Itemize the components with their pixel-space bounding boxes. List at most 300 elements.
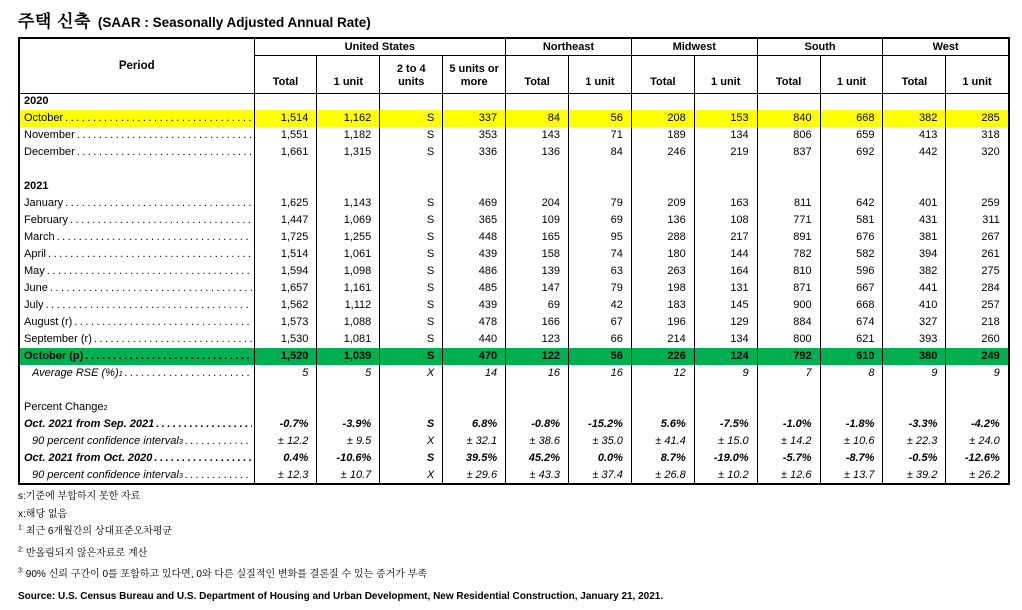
row-label-text: January: [24, 198, 64, 209]
cell-4: 69: [506, 297, 569, 314]
cell-2: S: [380, 127, 443, 144]
cell-10: ± 22.3: [883, 433, 946, 450]
cell-2: S: [380, 229, 443, 246]
column-header-9-1-unit: 1 unit: [820, 55, 883, 93]
leader-dots: [72, 317, 251, 328]
cell-7: [694, 399, 757, 416]
cell-5: [569, 382, 632, 399]
table-body: [19, 93, 1009, 484]
cell-3: 469: [443, 195, 506, 212]
cell-8: 891: [757, 229, 820, 246]
row-label: [19, 110, 254, 127]
row-label: [19, 382, 254, 399]
cell-2: S: [380, 195, 443, 212]
cell-1: 5: [317, 365, 380, 382]
cell-0: 1,657: [254, 280, 317, 297]
cell-0: 0.4%: [254, 450, 317, 467]
cell-10: -3.3%: [883, 416, 946, 433]
cell-4: 143: [506, 127, 569, 144]
column-header-2-2-to-4-units: 2 to 4 units: [380, 55, 443, 93]
cell-2: [380, 178, 443, 195]
cell-0: 1,514: [254, 246, 317, 263]
cell-4: 147: [506, 280, 569, 297]
row-label-text: November: [24, 130, 75, 141]
row-label-text: 2020: [24, 96, 49, 108]
cell-6: 288: [631, 229, 694, 246]
cell-10: 442: [883, 144, 946, 161]
row-label-text: October: [24, 113, 64, 124]
cell-9: -8.7%: [820, 450, 883, 467]
cell-7: 124: [694, 348, 757, 365]
cell-6: 136: [631, 212, 694, 229]
cell-4: 45.2%: [506, 450, 569, 467]
cell-6: 263: [631, 263, 694, 280]
cell-5: 79: [569, 280, 632, 297]
cell-1: 1,081: [317, 331, 380, 348]
leader-dots: [46, 249, 251, 260]
cell-10: 380: [883, 348, 946, 365]
cell-2: S: [380, 348, 443, 365]
cell-7: 144: [694, 246, 757, 263]
cell-0: 1,514: [254, 110, 317, 127]
row-label-text: Oct. 2021 from Oct. 2020: [24, 453, 153, 464]
footnote-4: $^{2:}$ 반올림되지 않은자료로 계산: [18, 546, 148, 559]
cell-2: S: [380, 416, 443, 433]
cell-6: 183: [631, 297, 694, 314]
column-header-0-total: Total: [254, 55, 317, 93]
row-label: [19, 212, 254, 229]
cell-11: 285: [946, 110, 1009, 127]
cell-7: [694, 178, 757, 195]
table-row-april: [19, 246, 1009, 263]
leader-dots: [83, 351, 251, 362]
row-label-text: Average RSE (%): [32, 368, 119, 379]
cell-3: 485: [443, 280, 506, 297]
cell-3: 365: [443, 212, 506, 229]
cell-8: [757, 382, 820, 399]
footnote-superscript: 2:: [18, 546, 26, 554]
table-row-july: [19, 297, 1009, 314]
cell-11: -4.2%: [946, 416, 1009, 433]
cell-6: ± 26.8: [631, 467, 694, 484]
cell-5: 67: [569, 314, 632, 331]
cell-3: 6.8%: [443, 416, 506, 433]
cell-4: ± 38.6: [506, 433, 569, 450]
cell-6: [631, 399, 694, 416]
row-label: [19, 331, 254, 348]
row-label: [19, 178, 254, 195]
row-label-text: May: [24, 266, 45, 277]
cell-1: 1,161: [317, 280, 380, 297]
cell-5: 42: [569, 297, 632, 314]
cell-10: 327: [883, 314, 946, 331]
cell-9: [820, 382, 883, 399]
cell-3: [443, 178, 506, 195]
table-row-90-percent-confidence-interval: [19, 467, 1009, 484]
cell-3: 439: [443, 246, 506, 263]
table-row-90-percent-confidence-interval: [19, 433, 1009, 450]
table-row-february: [19, 212, 1009, 229]
table-row-october: [19, 110, 1009, 127]
cell-2: S: [380, 331, 443, 348]
cell-9: 692: [820, 144, 883, 161]
group-row: [19, 178, 1009, 195]
cell-4: 204: [506, 195, 569, 212]
column-group-west: West: [883, 38, 1009, 55]
group-row: [19, 399, 1009, 416]
cell-2: S: [380, 314, 443, 331]
cell-5: 56: [569, 348, 632, 365]
cell-7: [694, 93, 757, 110]
row-label: [19, 263, 254, 280]
cell-1: 1,255: [317, 229, 380, 246]
housing-starts-table: [18, 37, 1010, 485]
cell-9: 596: [820, 263, 883, 280]
cell-8: ± 12.6: [757, 467, 820, 484]
cell-3: [443, 382, 506, 399]
leader-dots: [183, 436, 252, 447]
cell-9: 621: [820, 331, 883, 348]
cell-5: 71: [569, 127, 632, 144]
cell-0: 1,447: [254, 212, 317, 229]
cell-8: -5.7%: [757, 450, 820, 467]
cell-3: [443, 93, 506, 110]
cell-9: 674: [820, 314, 883, 331]
cell-8: 800: [757, 331, 820, 348]
cell-7: 131: [694, 280, 757, 297]
cell-3: 439: [443, 297, 506, 314]
cell-10: -0.5%: [883, 450, 946, 467]
column-header-3-5-units-or-more: 5 units or more: [443, 55, 506, 93]
cell-10: [883, 399, 946, 416]
leader-dots: [183, 470, 252, 481]
row-label: [19, 348, 254, 365]
cell-3: [443, 399, 506, 416]
cell-2: S: [380, 212, 443, 229]
cell-9: 667: [820, 280, 883, 297]
cell-11: 9: [946, 365, 1009, 382]
cell-9: -1.8%: [820, 416, 883, 433]
cell-11: 284: [946, 280, 1009, 297]
footnote-superscript: 1:: [18, 524, 26, 532]
cell-10: 431: [883, 212, 946, 229]
cell-1: [317, 93, 380, 110]
cell-5: 56: [569, 110, 632, 127]
cell-10: 410: [883, 297, 946, 314]
table-row-august-r: [19, 314, 1009, 331]
cell-11: 318: [946, 127, 1009, 144]
row-label-text: September (r): [24, 334, 92, 345]
leader-dots: [152, 453, 251, 464]
cell-1: ± 9.5: [317, 433, 380, 450]
cell-3: 336: [443, 144, 506, 161]
row-label: [19, 246, 254, 263]
cell-11: 249: [946, 348, 1009, 365]
cell-10: ± 39.2: [883, 467, 946, 484]
cell-1: 1,315: [317, 144, 380, 161]
cell-8: -1.0%: [757, 416, 820, 433]
cell-6: 226: [631, 348, 694, 365]
period-header: Period: [19, 38, 254, 93]
cell-8: [757, 178, 820, 195]
cell-11: 320: [946, 144, 1009, 161]
cell-6: 196: [631, 314, 694, 331]
row-label: [19, 297, 254, 314]
table-row-march: [19, 229, 1009, 246]
table-head: [19, 38, 1009, 93]
cell-2: S: [380, 110, 443, 127]
cell-8: 884: [757, 314, 820, 331]
cell-6: 209: [631, 195, 694, 212]
row-label-text: 90 percent confidence interval: [32, 469, 179, 481]
cell-2: [380, 382, 443, 399]
cell-3: 39.5%: [443, 450, 506, 467]
row-label: Percent Change 2: [19, 399, 254, 416]
table-row-september-r: [19, 331, 1009, 348]
cell-3: 486: [443, 263, 506, 280]
cell-10: [883, 178, 946, 195]
cell-5: 79: [569, 195, 632, 212]
cell-9: [820, 178, 883, 195]
cell-9: 659: [820, 127, 883, 144]
cell-11: [946, 382, 1009, 399]
cell-1: [317, 382, 380, 399]
column-group-south: South: [757, 38, 883, 55]
group-row: [19, 93, 1009, 110]
cell-8: 840: [757, 110, 820, 127]
cell-8: 871: [757, 280, 820, 297]
row-label: [19, 229, 254, 246]
cell-4: -0.8%: [506, 416, 569, 433]
cell-10: 9: [883, 365, 946, 382]
cell-6: 180: [631, 246, 694, 263]
cell-4: 109: [506, 212, 569, 229]
cell-9: 668: [820, 297, 883, 314]
cell-7: 108: [694, 212, 757, 229]
cell-5: 74: [569, 246, 632, 263]
footnotes: [18, 491, 1008, 582]
cell-2: X: [380, 467, 443, 484]
cell-0: 1,573: [254, 314, 317, 331]
leader-dots: [154, 419, 251, 430]
cell-11: 311: [946, 212, 1009, 229]
leader-dots: [75, 147, 252, 158]
cell-4: 165: [506, 229, 569, 246]
column-header-8-total: Total: [757, 55, 820, 93]
cell-4: 158: [506, 246, 569, 263]
cell-1: 1,143: [317, 195, 380, 212]
cell-1: 1,182: [317, 127, 380, 144]
cell-7: ± 15.0: [694, 433, 757, 450]
cell-9: 8: [820, 365, 883, 382]
header-group-row: [19, 38, 1009, 55]
cell-10: 382: [883, 110, 946, 127]
cell-1: 1,112: [317, 297, 380, 314]
cell-9: [820, 161, 883, 178]
column-group-midwest: Midwest: [631, 38, 757, 55]
cell-0: [254, 382, 317, 399]
cell-7: 129: [694, 314, 757, 331]
column-group-united-states: United States: [254, 38, 506, 55]
cell-8: 810: [757, 263, 820, 280]
column-header-6-total: Total: [631, 55, 694, 93]
leader-dots: [123, 368, 252, 379]
cell-6: 214: [631, 331, 694, 348]
blank-row: [19, 382, 1009, 399]
cell-5: [569, 399, 632, 416]
row-label: [19, 144, 254, 161]
cell-9: 582: [820, 246, 883, 263]
cell-4: [506, 93, 569, 110]
row-label-text: August (r): [24, 317, 73, 328]
footnote-2: x:해당 없음: [18, 508, 68, 520]
cell-2: [380, 93, 443, 110]
cell-2: S: [380, 450, 443, 467]
row-label-text: February: [24, 215, 69, 226]
table-row-december: [19, 144, 1009, 161]
cell-7: 163: [694, 195, 757, 212]
cell-10: 393: [883, 331, 946, 348]
cell-7: 217: [694, 229, 757, 246]
cell-4: 16: [506, 365, 569, 382]
cell-10: 382: [883, 263, 946, 280]
leader-dots: [55, 232, 252, 243]
cell-6: 246: [631, 144, 694, 161]
cell-4: 123: [506, 331, 569, 348]
row-label: [19, 161, 254, 178]
table-row-oct-2021-from-sep-2021: [19, 416, 1009, 433]
cell-0: ± 12.3: [254, 467, 317, 484]
cell-11: [946, 93, 1009, 110]
cell-3: 448: [443, 229, 506, 246]
footnote-5: $^{3:}$ 90% 신뢰 구간이 0를 포함하고 있다면, 0와 다른 실질적인 변화를 결론질 수 있는 증거가 부족: [18, 567, 428, 580]
cell-0: 1,520: [254, 348, 317, 365]
cell-5: 63: [569, 263, 632, 280]
cell-3: 353: [443, 127, 506, 144]
cell-7: ± 10.2: [694, 467, 757, 484]
column-group-northeast: Northeast: [506, 38, 632, 55]
cell-5: 16: [569, 365, 632, 382]
cell-5: 69: [569, 212, 632, 229]
cell-2: S: [380, 246, 443, 263]
cell-0: [254, 178, 317, 195]
cell-7: -19.0%: [694, 450, 757, 467]
row-label: [19, 280, 254, 297]
cell-9: 642: [820, 195, 883, 212]
cell-0: [254, 161, 317, 178]
cell-2: S: [380, 297, 443, 314]
table-row-october-p: [19, 348, 1009, 365]
cell-1: 1,098: [317, 263, 380, 280]
cell-3: 337: [443, 110, 506, 127]
cell-10: [883, 93, 946, 110]
cell-4: [506, 399, 569, 416]
cell-11: [946, 161, 1009, 178]
cell-0: [254, 93, 317, 110]
cell-5: 0.0%: [569, 450, 632, 467]
cell-11: -12.6%: [946, 450, 1009, 467]
row-label: 90 percent confidence interval 3 .....: [19, 433, 254, 450]
cell-8: [757, 161, 820, 178]
cell-11: 218: [946, 314, 1009, 331]
row-label: [19, 93, 254, 110]
cell-0: 1,661: [254, 144, 317, 161]
cell-6: [631, 93, 694, 110]
cell-0: 1,725: [254, 229, 317, 246]
cell-2: X: [380, 365, 443, 382]
row-label: [19, 450, 254, 467]
cell-11: 259: [946, 195, 1009, 212]
cell-9: ± 10.6: [820, 433, 883, 450]
table-row-oct-2021-from-oct-2020: [19, 450, 1009, 467]
footnote-1: s:기준에 부합하지 못한 자료: [18, 491, 141, 502]
cell-5: 84: [569, 144, 632, 161]
cell-7: [694, 382, 757, 399]
cell-11: 261: [946, 246, 1009, 263]
row-label-text: 90 percent confidence interval: [32, 436, 179, 447]
cell-1: 1,088: [317, 314, 380, 331]
cell-11: [946, 178, 1009, 195]
cell-1: 1,162: [317, 110, 380, 127]
cell-8: ± 14.2: [757, 433, 820, 450]
leader-dots: [45, 266, 252, 277]
cell-8: 837: [757, 144, 820, 161]
leader-dots: [44, 300, 252, 311]
cell-10: 401: [883, 195, 946, 212]
cell-6: [631, 161, 694, 178]
leader-dots: [75, 130, 252, 141]
cell-5: ± 37.4: [569, 467, 632, 484]
cell-3: 470: [443, 348, 506, 365]
cell-0: -0.7%: [254, 416, 317, 433]
cell-2: S: [380, 280, 443, 297]
table-row-average-rse: [19, 365, 1009, 382]
cell-0: ± 12.2: [254, 433, 317, 450]
cell-8: 900: [757, 297, 820, 314]
cell-4: 139: [506, 263, 569, 280]
row-label: [19, 314, 254, 331]
cell-0: 1,562: [254, 297, 317, 314]
cell-1: -3.9%: [317, 416, 380, 433]
cell-10: 441: [883, 280, 946, 297]
cell-7: [694, 161, 757, 178]
cell-3: [443, 161, 506, 178]
row-label: 90 percent confidence interval 3 .....: [19, 467, 254, 484]
cell-6: ± 41.4: [631, 433, 694, 450]
row-label-text: Oct. 2021 from Sep. 2021: [24, 419, 155, 430]
cell-2: [380, 399, 443, 416]
page-title-korean: 주택 신축: [18, 12, 91, 31]
cell-2: S: [380, 263, 443, 280]
cell-7: 145: [694, 297, 757, 314]
cell-7: 153: [694, 110, 757, 127]
leader-dots: [92, 334, 252, 345]
footnote-superscript: 3:: [18, 567, 26, 575]
column-header-4-total: Total: [506, 55, 569, 93]
cell-11: [946, 399, 1009, 416]
cell-8: 782: [757, 246, 820, 263]
cell-2: S: [380, 144, 443, 161]
cell-4: ± 43.3: [506, 467, 569, 484]
cell-10: 413: [883, 127, 946, 144]
cell-10: [883, 161, 946, 178]
source-line: Source: U.S. Census Bureau and U.S. Department of Housing and Urban Development, New Residential Construction, January 21, 2021.: [18, 590, 664, 602]
cell-11: 267: [946, 229, 1009, 246]
leader-dots: [68, 215, 251, 226]
cell-11: ± 24.0: [946, 433, 1009, 450]
cell-7: 9: [694, 365, 757, 382]
row-label-text: 2021: [24, 181, 49, 192]
